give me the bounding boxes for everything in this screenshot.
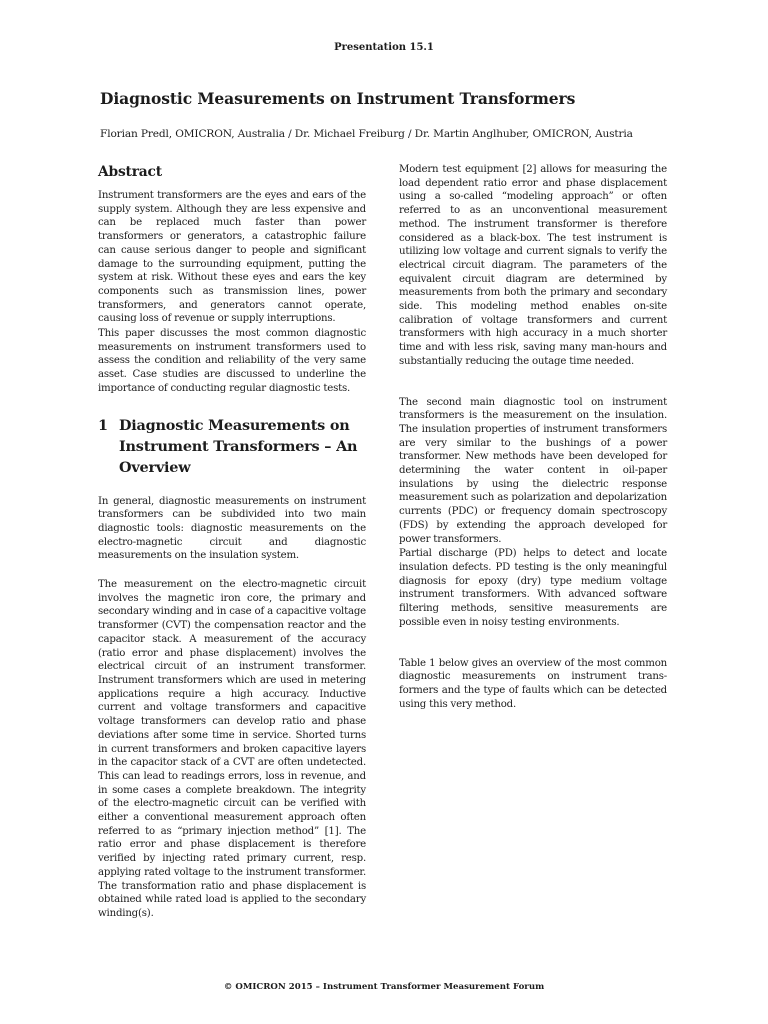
abstract-paragraph-1: Instrument transformers are the eyes and ears of the supply system. Although they are less expensive and can be replaced much faster than power transformers or generators, a catastrophic failure can cause serious danger to people and significant damage to the surrounding equipment, putting the system at risk. Without these eyes and ears the key components such as transmission lines, power transformers, and generators cannot operate, causing loss of revenue or supply interruptions. (98, 190, 366, 325)
section-paragraph-1: In general, diagnostic measurements on instrument transformers can be subdivided into two main diagnostic tools: diagnostic measurements on the electro-magnetic circuit and diagnostic measurements on the insulation system. (98, 495, 366, 562)
paper-title: Diagnostic Measurements on Instrument Transformers (100, 89, 576, 108)
right-column (399, 163, 667, 711)
section-title: Diagnostic Measurements on Instrument Transformers – An Overview (119, 416, 358, 476)
section-paragraph-3: Modern test equipment [2] allows for measuring the load dependent ratio error and phase displacement using a so-called “modeling approach” or often referred to as an unconventional measurement method. The instrument transformer is therefore considered as a black-box. The test instrument is utilizing low voltage and current signals to verify the electrical circuit diagram. The parameters of the equivalent circuit diagram are determined by measurements from both the primary and secondary side. This modeling method enables on-site calibration of voltage transformers and current transformers with high accuracy in a much shorter time and with less risk, saving many man-hours and substantially reducing the outage time needed. (399, 164, 667, 367)
section-paragraph-6: Table 1 below gives an overview of the most common diagnostic measurements on instrument trans-formers and the type of faults which can be detected using this very method. (399, 657, 667, 710)
section-heading (98, 415, 366, 478)
section-paragraph-4: The second main diagnostic tool on instrument transformers is the measurement on the insulation. The insulation properties of instrument transformers are very similar to the bushings of a power transformer. New methods have been developed for determining the water content in oil-paper insulations by using the dielectric response measurement such as polarization and depolarization currents (PDC) or frequency domain spectroscopy (FDS) by extending the approach developed for power transformers. (399, 396, 667, 545)
section-paragraph-2: The measurement on the electro-magnetic circuit involves the magnetic iron core, the primary and secondary winding and in case of a capacitive voltage transformer (CVT) the compensation reactor and the capacitor stack. A measurement of the accuracy (ratio error and phase displacement) involves the electrical circuit of an instrument transformer. Instrument transformers which are used in metering applications require a high accuracy. Inductive current and voltage transformers and capacitive voltage transformers can develop ratio and phase deviations after some time in service. Shorted turns in current transformers and broken capacitive layers in the capacitor stack of a CVT are often undetected. This can lead to readings errors, loss in revenue, and in some cases a complete breakdown. The integrity of the electro-magnetic circuit can be verified with either a conventional measurement approach often referred to as “primary injection method” [1]. The ratio error and phase displacement is therefore verified by injecting rated primary current, resp. applying rated voltage to the instrument transformer. The transformation ratio and phase displacement is obtained while rated load is applied to the secondary winding(s). (98, 579, 366, 919)
abstract-paragraph-2: This paper discusses the most common diagnostic measurements on instrument transformers used to assess the condition and reliability of the very same asset. Case studies are discussed to underline the importance of conducting regular diagnostic tests. (98, 328, 366, 394)
page-footer: © OMICRON 2015 – Instrument Transformer Measurement Forum (223, 982, 545, 992)
left-column (98, 163, 366, 921)
section-paragraph-5: Partial discharge (PD) helps to detect and locate insulation defects. PD testing is the only meaningful diagnosis for epoxy (dry) type medium voltage instrument transformers. With advanced software filtering methods, sensitive measurements are possible even in noisy testing environments. (399, 548, 667, 628)
author-list: Florian Predl, OMICRON, Australia / Dr. Michael Freiburg / Dr. Martin Anglhuber, OMICRON, Austria (100, 128, 633, 140)
presentation-number: Presentation 15.1 (334, 42, 434, 53)
section-number: 1 (98, 416, 108, 434)
abstract-heading: Abstract (98, 164, 162, 180)
